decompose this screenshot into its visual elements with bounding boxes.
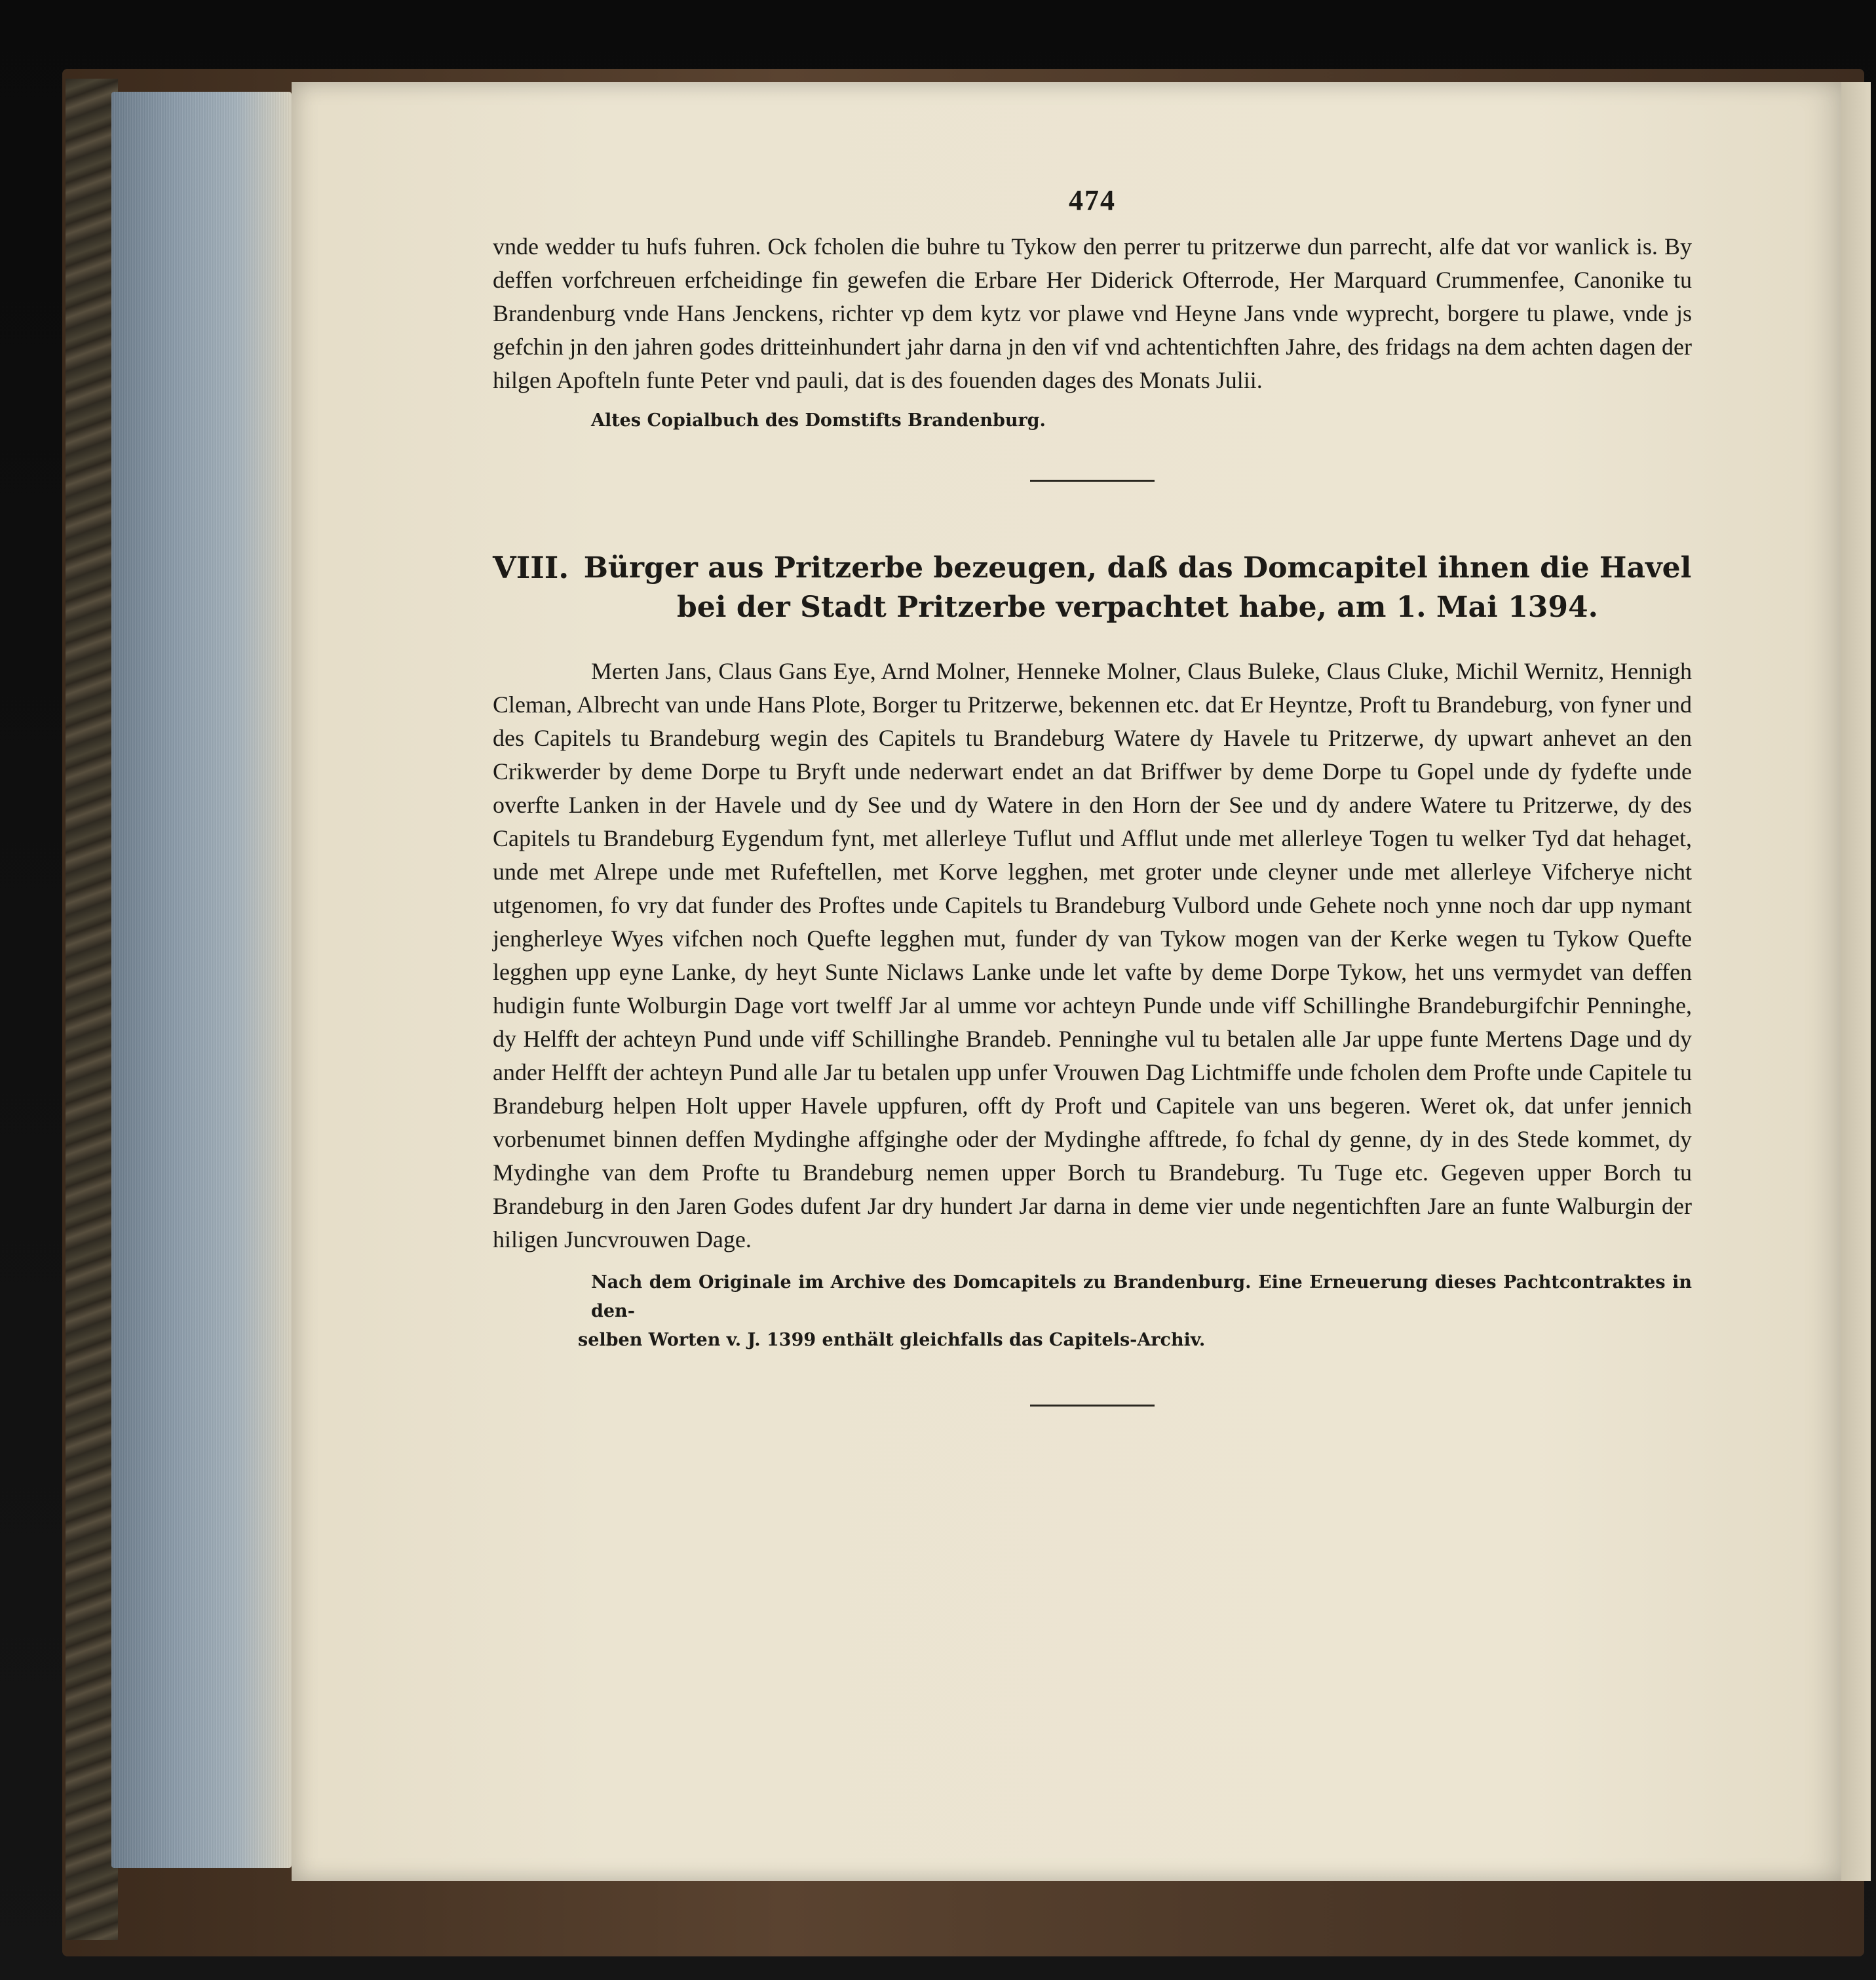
document-heading	[493, 549, 1692, 627]
document-source-line-2: selben Worten v. J. 1399 enthält gleichfalls das Capitels-Archiv.	[578, 1330, 1206, 1350]
page-content	[493, 184, 1692, 1407]
facing-page-edge	[1841, 82, 1871, 1881]
continuation-source: Altes Copialbuch des Domstifts Brandenburg.	[591, 410, 1046, 431]
document-paragraph: Merten Jans, Claus Gans Eye, Arnd Molner, Henneke Molner, Claus Buleke, Claus Cluke, Michil Wernitz, Hennigh Cleman, Albrecht van unde Hans Plote, Borger tu Pritzerwe, bekennen etc. dat Er Heyntze, Proft tu Brandeburg, von fyner und des Capitels tu Brandeburg wegin des Capitels tu Brandeburg Watere dy Havele tu Pritzerwe, dy upwart anhevet an den Crikwerder by deme Dorpe tu Bryft unde nederwart endet an dat Briffwer by deme Dorpe tu Gopel unde dy fydefte unde overfte Lanken in der Havele und dy See und dy Watere in den Horn der See und dy andere Watere tu Pritzerwe, dy des Capitels tu Brandeburg Eygendum fynt, met allerleye Tuflut und Afflut unde met allerleye Togen tu welker Tyd dat hehaget, unde met Alrepe unde met Rufeftellen, met Korve legghen, met groter unde cleyner unde met allerleye Vifcherye nicht utgenomen, fo vry dat funder des Proftes unde Capitels tu Brandeburg Vulbord unde Gehete noch ynne noch dar upp nymant jengherleye Wyes vifchen noch Quefte legghen mut, funder dy van Tykow mogen van der Kerke wegen tu Tykow Quefte legghen upp eyne Lanke, dy heyt Sunte Niclaws Lanke unde let vafte by deme Dorpe Tykow, het uns vermydet van deffen hudigin funte Wolburgin Dage vort twelff Jar al umme vor achteyn Punde unde viff Schillinghe Brandeburgifchir Penninghe, dy Helfft der achteyn Pund unde viff Schillinghe Brandeb. Penninghe vul tu betalen alle Jar uppe funte Mertens Dage und dy ander Helfft der achteyn Pund alle Jar tu betalen upp unfer Vrouwen Dag Lichtmiffe unde fcholen dem Profte unde Capitele tu Brandeburg helpen Holt upper Havele uppfuren, offt dy Proft und Capitele van uns begeren. Weret ok, dat unfer jennich vorbenumet binnen deffen Mydinghe affginghe oder der Mydinghe afftrede, fo fchal dy genne, dy in des Stede kommet, dy Mydinghe van dem Profte tu Brandeburg nemen upper Borch tu Brandeburg. Tu Tuge etc. Gegeven upper Borch tu Brandeburg in den Jaren Godes dufent Jar dry hundert Jar darna in deme vier unde negentichften Jare an funte Walburgin der hiligen Juncvrouwen Dage.	[493, 658, 1692, 1252]
page-number: 474	[1069, 184, 1116, 216]
page-fore-edge	[111, 92, 292, 1868]
section-divider	[1030, 480, 1155, 482]
continuation-paragraph: vnde wedder tu hufs fuhren. Ock fcholen die buhre tu Tykow den perrer tu pritzerwe dun parrecht, alfe dat vor wanlick is. By deffen vorfchreuen erfcheidinge fin gewefen die Erbare Her Diderick Ofterrode, Her Marquard Crummenfee, Canonike tu Brandenburg vnde Hans Jenckens, richter vp dem kytz vor plawe vnd Heyne Jans vnde wyprecht, borgere tu plawe, vnde js gefchin jn den jahren godes dritteinhundert jahr darna jn den vif vnd achtentichften Jahre, des fridags na dem achten dagen der hilgen Apofteln funte Peter vnd pauli, dat is des fouenden dages des Monats Julii.	[493, 233, 1692, 393]
end-divider	[1030, 1405, 1155, 1407]
document-source-line-1: Nach dem Originale im Archive des Domcapitels zu Brandenburg. Eine Erneuerung dieses Pachtcontraktes in den-	[591, 1272, 1692, 1321]
document-title: Bürger aus Pritzerbe bezeugen, daß das Domcapitel ihnen die Havel bei der Stadt Pritzerbe verpachtet habe, am 1. Mai 1394.	[583, 551, 1692, 624]
document-number: VIII.	[493, 550, 569, 585]
book-page	[292, 82, 1841, 1881]
marbled-edge	[66, 79, 118, 1940]
